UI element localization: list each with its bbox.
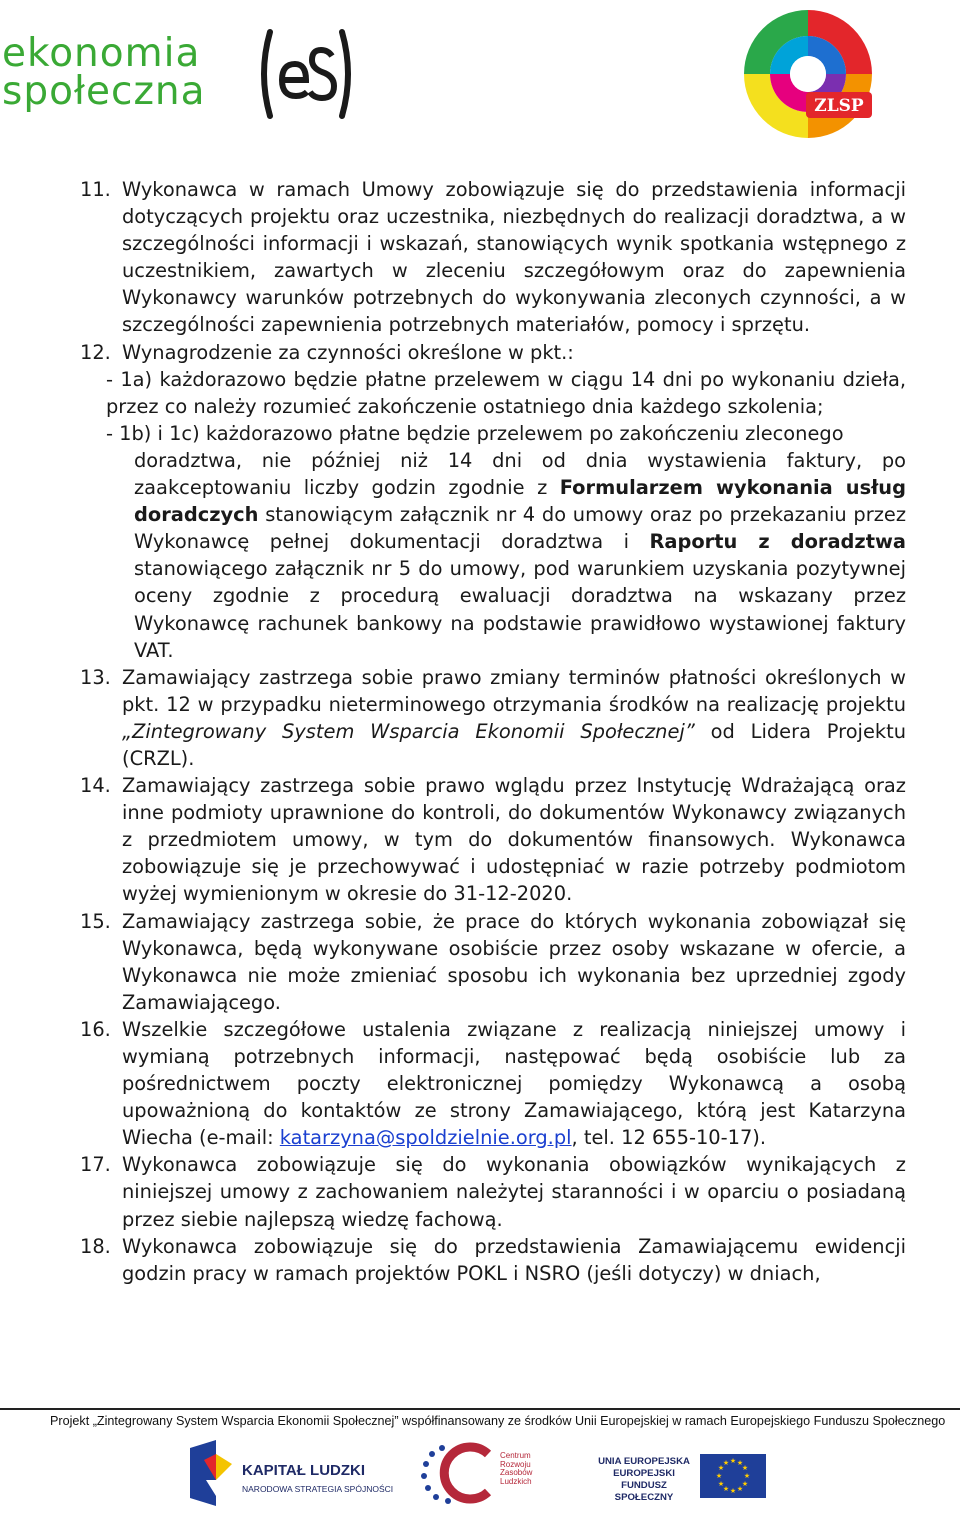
svg-text:★: ★ xyxy=(741,1464,749,1472)
sub-item-body xyxy=(106,447,906,664)
zlsp-label: ZLSP xyxy=(814,96,864,116)
sub-item-text: doradztwa, nie później niż 14 dni od dnia wystawienia faktury, po zaakceptowaniu liczby godzin zgodnie z xyxy=(134,448,906,500)
logo-line-2: społeczna xyxy=(2,69,206,114)
paragraph-text: Zamawiający zastrzega sobie, że prace do których wykonania zobowiązał się Wykonawca, będą wykonywane osobiście przez osoby wskazane w ofercie, a Wykonawca nie może zmieniać sposobu ich wykonania bez uprzedniej zgody Zamawiającego. xyxy=(122,909,906,1014)
project-name: „Zintegrowany System Wsparcia Ekonomii Społecznej” xyxy=(122,719,695,743)
kapital-ludzki-subtitle: NARODOWA STRATEGIA SPÓJNOŚCI xyxy=(242,1484,394,1494)
svg-text:★: ★ xyxy=(717,1464,725,1472)
page-header xyxy=(0,0,960,150)
sub-item-lead: - 1b) i 1c) każdorazowo płatne będzie przelewem po zakończeniu zleconego xyxy=(106,421,844,445)
paragraph-text: Wynagrodzenie za czynności określone w pkt.: xyxy=(122,340,574,364)
paragraph-12 xyxy=(80,339,906,366)
paragraph-text: Zamawiający zastrzega sobie prawo zmiany terminów płatności określonych w pkt. 12 w przypadku nieterminowego otrzymania środków na realizację projektu xyxy=(122,665,906,716)
paragraph-15 xyxy=(80,908,906,1016)
paragraph-11 xyxy=(80,176,906,339)
paragraph-text: Zamawiający zastrzega sobie prawo wglądu przez Instytucję Wdrażającą oraz inne podmioty uprawnione do kontroli, do dokumentów Wykonawcy związanych z przedmiotem umowy, w tym do dokumentów finansowych. Wykonawca zobowiązuje się je przechowywać i udostępniać w razie potrzeby podmiotom wyżej wymienionym w okresie do 31-12-2020. xyxy=(122,774,906,906)
paragraph-text: Wszelkie szczegółowe ustalenia związane z realizacją niniejszej umowy i wymianą potrzebnych informacji, następować będą osobiście lub za pośrednictwem poczty elektronicznej pomiędzy Wykonawcą a osobą upoważnioną do kontaktów ze strony Zamawiającego, którą jest Katarzyna Wiecha (e-mail: xyxy=(122,1017,906,1150)
email-link[interactable]: katarzyna@spoldzielnie.org.pl xyxy=(279,1126,572,1150)
paragraph-12-sub-a xyxy=(106,366,906,420)
footer-divider xyxy=(0,1408,960,1410)
eu-text-line: UNIA EUROPEJSKA xyxy=(598,1456,690,1467)
paragraph-12-sub-b xyxy=(106,420,906,664)
paragraph-text: Wykonawca zobowiązuje się do przedstawienia Zamawiającemu ewidencji godzin pracy w ramach projektów POKL i NSRO (jeśli dotyczy) w dniach, xyxy=(122,1234,906,1285)
paragraph-number: 13. xyxy=(80,665,111,689)
eu-logo xyxy=(596,1440,776,1506)
paragraph-text: Wykonawca w ramach Umowy zobowiązuje się do przedstawienia informacji dotyczących projektu oraz uczestnika, niezbędnych do realizacji doradztwa, a w szczególności informacji i wskazań, stanowiących wynik spotkania wstępnego z uczestnikiem, zawartych w zleceniu szczegółowym oraz do zapewnienia Wykonawcy warunków potrzebnych do wykonywania zleconych czynności, a w szczególności zapewnienia potrzebnych materiałów, pomocy i sprzętu. xyxy=(122,178,906,337)
paragraph-text: , tel. 12 655-10-17). xyxy=(571,1126,767,1150)
eu-text-line: FUNDUSZ SPOŁECZNY xyxy=(614,1480,674,1503)
eu-text xyxy=(596,1456,692,1504)
paragraph-14 xyxy=(80,772,906,907)
sub-item-text: stanowiącym załącznik nr 4 do umowy oraz po przekazaniu przez Wykonawcę pełnej dokumentacji doradztwa i xyxy=(134,503,906,554)
svg-text:★: ★ xyxy=(717,1480,725,1488)
paragraph-text: od Lidera Projektu (CRZL). xyxy=(122,719,906,770)
footer-project-note: Projekt „Zintegrowany System Wsparcia Ekonomii Społecznej” współfinansowany ze środków Unii Europejskiej w ramach Europejskiego Funduszu Społecznego xyxy=(50,1414,946,1428)
kapital-ludzki-icon xyxy=(186,1440,236,1506)
report-reference: Raportu z doradztwa xyxy=(649,530,906,554)
paragraph-18 xyxy=(80,1233,906,1287)
sub-item-text: stanowiącego załącznik nr 5 do umowy, pod warunkiem uzyskania pozytywnej oceny zgodnie z procedurą ewaluacji doradztwa na wskazany przez Wykonawcę rachunek bankowy na podstawie prawidłowo wystawionej faktury VAT. xyxy=(134,557,906,662)
svg-text:★: ★ xyxy=(722,1485,730,1493)
crzl-logo xyxy=(418,1440,558,1506)
logo-line-1: ekonomia xyxy=(2,31,201,76)
kapital-ludzki-title: KAPITAŁ LUDZKI xyxy=(242,1462,366,1479)
paragraph-16 xyxy=(80,1016,906,1151)
ekonomia-spoleczna-logo xyxy=(0,20,360,130)
paragraph-17 xyxy=(80,1151,906,1232)
zlsp-logo xyxy=(738,4,878,144)
eu-flag-icon xyxy=(700,1454,766,1498)
svg-text:★: ★ xyxy=(741,1480,749,1488)
document-body xyxy=(0,176,960,1287)
svg-text:★: ★ xyxy=(729,1487,737,1495)
paragraph-number: 15. xyxy=(80,909,111,933)
svg-text:★: ★ xyxy=(736,1485,744,1493)
paragraph-text: Wykonawca zobowiązuje się do wykonania obowiązków wynikających z niniejszej umowy z zachowaniem należytej staranności i w oparciu o posiadaną przez siebie najlepszą wiedzę fachową. xyxy=(122,1153,906,1231)
svg-text:★: ★ xyxy=(715,1472,723,1480)
paragraph-number: 12. xyxy=(80,340,111,364)
paragraph-13 xyxy=(80,664,906,772)
paragraph-number: 11. xyxy=(80,178,111,201)
svg-text:★: ★ xyxy=(736,1459,744,1467)
form-reference: Formularzem wykonania usług doradczych xyxy=(134,476,906,527)
paragraph-number: 18. xyxy=(80,1234,111,1258)
crzl-icon xyxy=(418,1440,498,1506)
svg-text:★: ★ xyxy=(729,1457,737,1465)
sub-item-text: - 1a) każdorazowo będzie płatne przelewem w ciągu 14 dni po wykonaniu dzieła, przez co należy rozumieć zakończenie ostatniego dnia każdego szkolenia; xyxy=(106,367,906,418)
paragraph-number: 14. xyxy=(80,774,111,798)
kapital-ludzki-logo xyxy=(186,1440,396,1506)
es-mark-icon xyxy=(256,28,356,120)
eu-text-line: EUROPEJSKI xyxy=(613,1468,675,1479)
svg-text:★: ★ xyxy=(722,1459,730,1467)
paragraph-number: 17. xyxy=(80,1153,111,1177)
paragraph-number: 16. xyxy=(80,1017,111,1041)
crzl-text: Centrum Rozwoju Zasobów Ludzkich xyxy=(500,1451,533,1486)
svg-text:★: ★ xyxy=(743,1472,751,1480)
